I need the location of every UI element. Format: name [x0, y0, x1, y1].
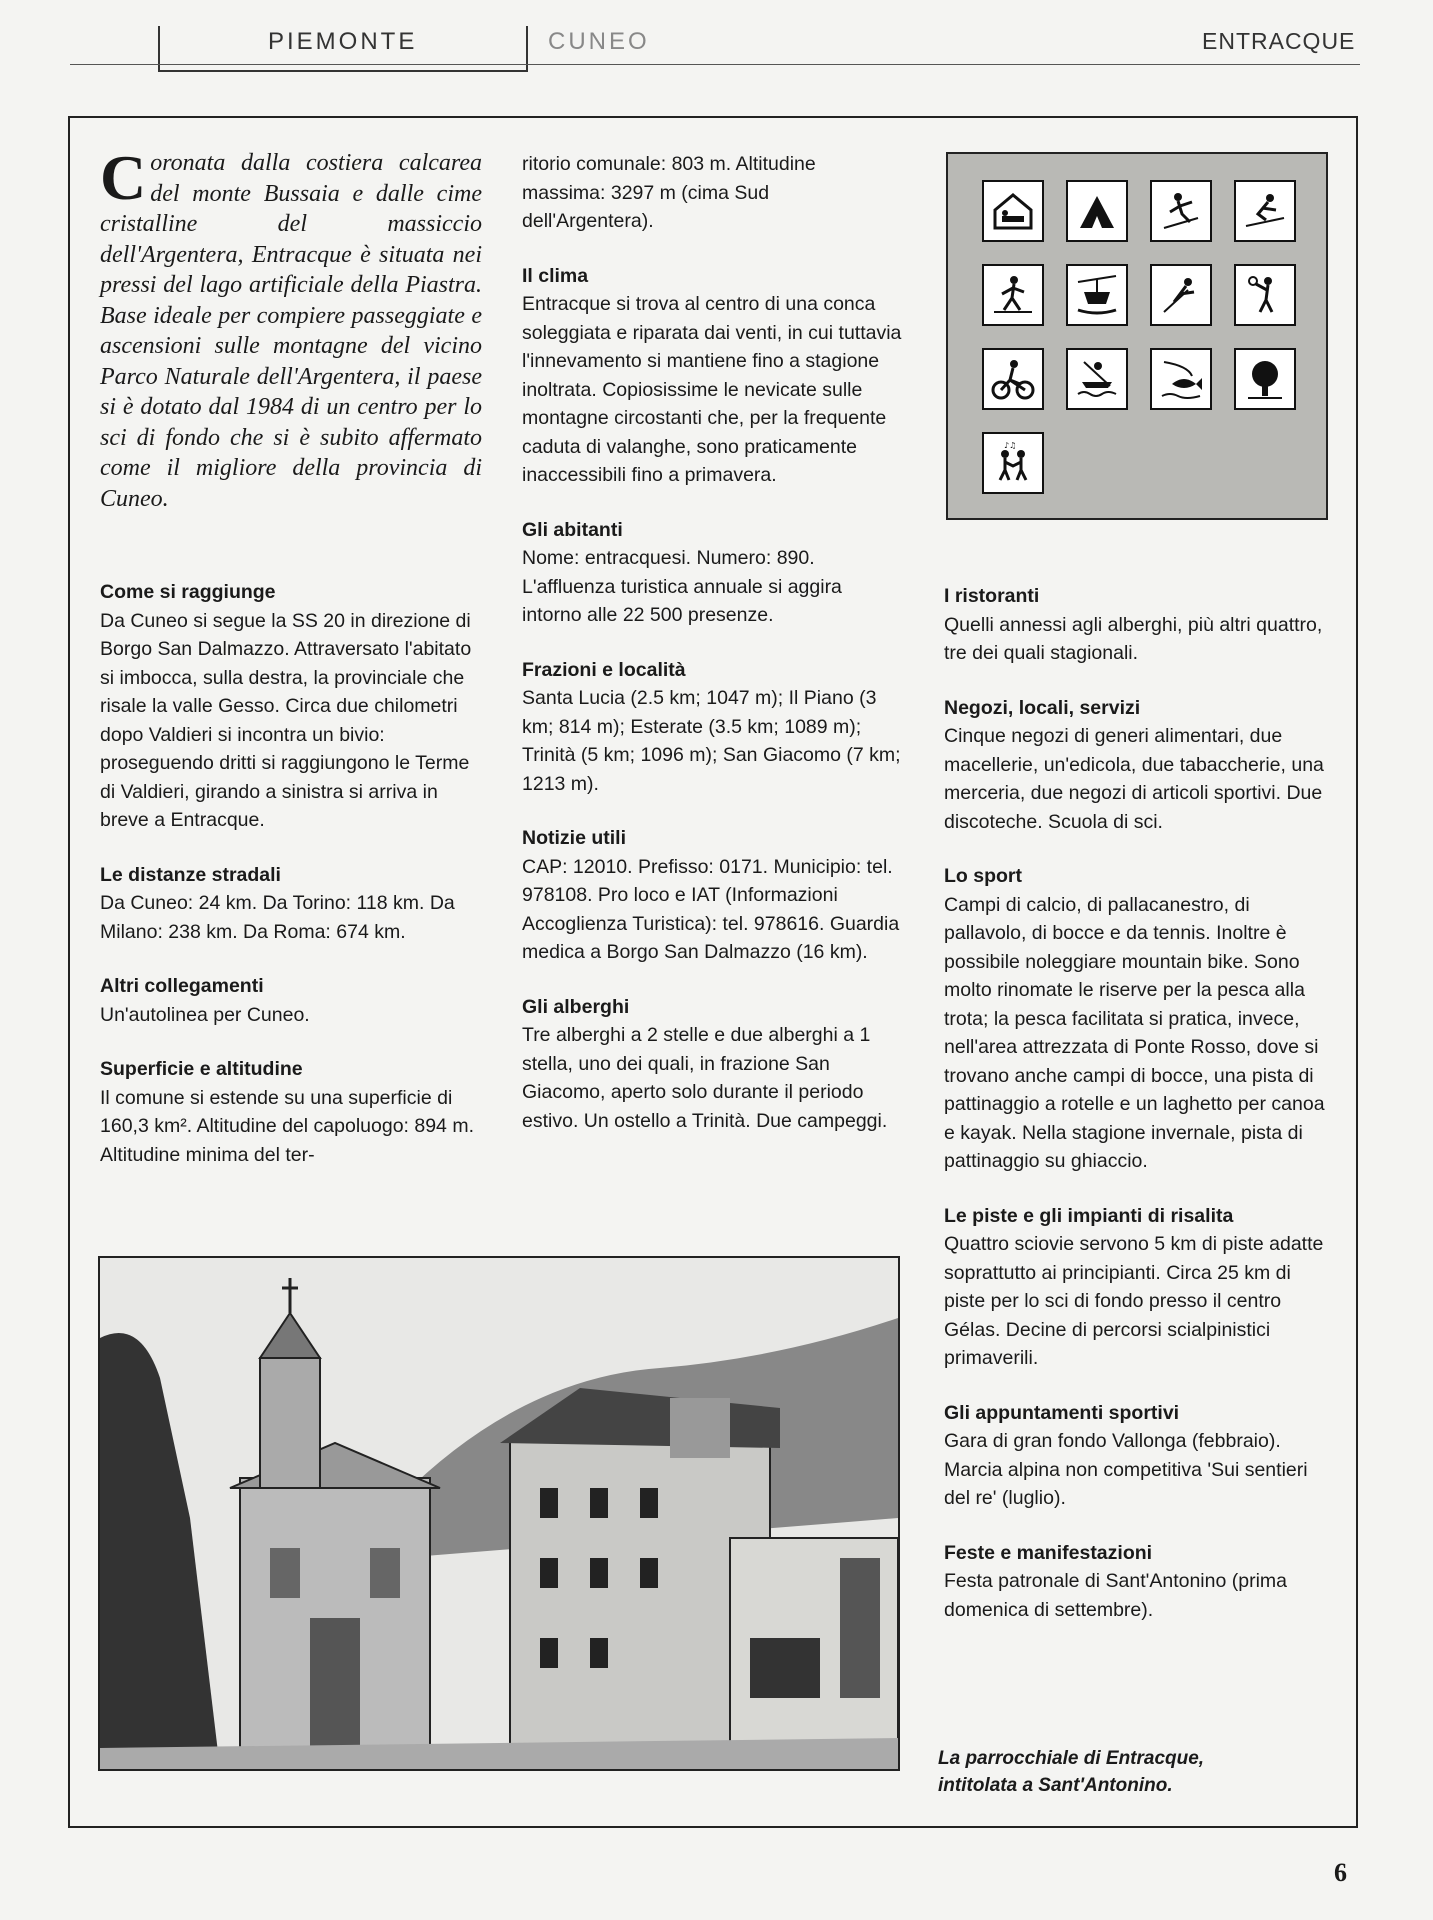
- header-region: PIEMONTE: [268, 28, 418, 55]
- section-title: Negozi, locali, servizi: [944, 696, 1141, 719]
- page-number: 6: [1334, 1858, 1347, 1887]
- section-body: Festa patronale di Sant'Antonino (prima domenica di settembre).: [944, 1570, 1288, 1621]
- column-3: [944, 582, 1326, 1650]
- section-body: Il comune si estende su una superficie di 160,3 km². Altitudine del capoluogo: 894 m. Altitudine minima del ter-: [100, 1086, 474, 1166]
- header-town: ENTRACQUE: [1202, 28, 1356, 54]
- caption-line-2: intitolata a Sant'Antonino.: [938, 1775, 1173, 1796]
- section-body: Santa Lucia (2.5 km; 1047 m); Il Piano (3 km; 814 m); Esterate (3.5 km; 1089 m); Trinità (5 km; 1096 m); San Giacomo (7 km; 1213 m).: [522, 687, 901, 795]
- drop-cap: C: [100, 142, 147, 213]
- tennis-icon: [1234, 264, 1296, 326]
- section-ristoranti: [944, 582, 1326, 668]
- mountain-bike-icon: [982, 348, 1044, 410]
- section-body: Tre alberghi a 2 stelle e due alberghi a 1 stella, uno dei quali, in frazione San Giacomo, aperto solo durante il periodo estivo. Un ostello a Trinità. Due campeggi.: [522, 1024, 888, 1132]
- section-title: Feste e manifestazioni: [944, 1541, 1153, 1564]
- ski-jump-icon: [1150, 264, 1212, 326]
- section-body: ritorio comunale: 803 m. Altitudine massima: 3297 m (cima Sud dell'Argentera).: [522, 153, 816, 232]
- section-title: Gli abitanti: [522, 518, 623, 541]
- downhill-ski-icon: [1150, 180, 1212, 242]
- section-feste: [944, 1539, 1326, 1625]
- section-body: Quelli annessi agli alberghi, più altri quattro, tre dei quali stagionali.: [944, 613, 1323, 664]
- section-collegamenti: [100, 972, 480, 1029]
- caption-line-1: La parrocchiale di Entracque,: [938, 1748, 1205, 1769]
- section-title: Il clima: [522, 264, 589, 287]
- column-2: [522, 150, 904, 1161]
- section-clima: [522, 262, 904, 490]
- intro-paragraph: [100, 142, 482, 514]
- section-title: Le piste e gli impianti di risalita: [944, 1204, 1234, 1227]
- section-title: Le distanze stradali: [100, 863, 281, 886]
- section-body: Entracque si trova al centro di una conca soleggiata e riparata dai venti, in cui tuttavia l'innevamento si mantiene fino a stagione inoltrata. Copiosissime le nevicate sulle montagne circostanti che, per la frequente caduta di valanghe, sono praticamente inaccessibili fino a primavera.: [522, 293, 902, 486]
- section-body: Da Cuneo si segue la SS 20 in direzione di Borgo San Dalmazzo. Attraversato l'abitato si imbocca, sulla destra, la provinciale che risale la valle Gesso. Circa due chilometri dopo Valdieri si incontra un bivio: proseguendo dritti si raggiungono le Terme di Valdieri, girando a sinistra si arriva in breve a Entracque.: [100, 609, 472, 831]
- section-sport: [944, 862, 1326, 1176]
- svg-text:♪♫: ♪♫: [1004, 441, 1017, 450]
- section-come-si-raggiunge: [100, 578, 480, 835]
- section-appuntamenti: [944, 1399, 1326, 1513]
- section-title: Gli appuntamenti sportivi: [944, 1401, 1180, 1424]
- section-negozi: [944, 694, 1326, 837]
- section-title: Come si raggiunge: [100, 581, 276, 603]
- section-notizie-utili: [522, 824, 904, 967]
- section-body: Da Cuneo: 24 km. Da Torino: 118 km. Da Milano: 238 km. Da Roma: 674 km.: [100, 892, 455, 943]
- section-body: Cinque negozi di generi alimentari, due macellerie, un'edicola, due tabaccherie, una merceria, due negozi di articoli sportivi. Due discoteche. Scuola di sci.: [944, 725, 1324, 833]
- header-tab-bottom-rule: [158, 70, 528, 72]
- fishing-icon: [1150, 348, 1212, 410]
- header-province: CUNEO: [548, 28, 650, 55]
- section-piste: [944, 1202, 1326, 1373]
- facilities-icons-panel: [946, 152, 1328, 520]
- folk-dance-icon: [982, 432, 1044, 494]
- section-title: Lo sport: [944, 865, 1022, 887]
- cross-country-ski-icon: [982, 264, 1044, 326]
- hotel-icon: [982, 180, 1044, 242]
- section-body: Gara di gran fondo Vallonga (febbraio). Marcia alpina non competitiva 'Sui sentieri del re' (luglio).: [944, 1430, 1308, 1509]
- section-body: Quattro sciovie servono 5 km di piste adatte soprattutto ai principianti. Circa 25 km di piste per lo sci di fondo presso il centro Gélas. Decine di percorsi scialpinistici primaverili.: [944, 1233, 1324, 1369]
- section-body: Campi di calcio, di pallacanestro, di pallavolo, di bocce e da tennis. Inoltre è possibile noleggiare mountain bike. Sono molto rinomate le riserve per la pesca alla trota; la pesca facilitata si pratica, invece, nell'area attrezzata di Ponte Rosso, dove si trovano anche campi di bocce, una pista di pattinaggio a rotelle e un laghetto per canoa e kayak. Nella stagione invernale, pista di pattinaggio su ghiaccio.: [944, 893, 1325, 1172]
- section-abitanti: [522, 516, 904, 630]
- section-title: Frazioni e località: [522, 658, 686, 681]
- section-title: Notizie utili: [522, 827, 626, 849]
- ski-lift-icon: [1066, 264, 1128, 326]
- intro-text: oronata dalla costiera calcarea del monte Bussaia e dalle cime cristalline del massiccio dell'Argentera, Entracque è situata nei pressi del lago artificiale della Piastra. Base ideale per compiere passeggiate e ascensioni sulle montagne del vicino Parco Naturale dell'Argentera, il paese si è dotato dal 1984 di un centro per lo sci di fondo che si è subito affermato come il migliore della provincia di Cuneo.: [100, 150, 482, 512]
- section-alberghi: [522, 993, 904, 1136]
- section-distanze: [100, 861, 480, 947]
- ski-racing-icon: [1234, 180, 1296, 242]
- photo-caption: [938, 1745, 1238, 1799]
- section-title: Superficie e altitudine: [100, 1058, 303, 1080]
- section-body: Un'autolinea per Cuneo.: [100, 1003, 310, 1026]
- section-title: Altri collegamenti: [100, 975, 264, 997]
- section-altitudine-cont: [522, 150, 904, 236]
- section-title: I ristoranti: [944, 585, 1040, 607]
- canoe-icon: [1066, 348, 1128, 410]
- park-tree-icon: [1234, 348, 1296, 410]
- church-photo: [98, 1256, 900, 1771]
- section-body: Nome: entracquesi. Numero: 890. L'affluenza turistica annuale si aggira intorno alle 22 500 presenze.: [522, 547, 842, 626]
- section-title: Gli alberghi: [522, 995, 630, 1018]
- section-superficie: [100, 1055, 480, 1169]
- section-frazioni: [522, 656, 904, 799]
- column-1: [100, 578, 480, 1195]
- section-body: CAP: 12010. Prefisso: 0171. Municipio: tel. 978108. Pro loco e IAT (Informazioni Accoglienza Turistica): tel. 978616. Guardia medica a Borgo San Dalmazzo (16 km).: [522, 855, 900, 963]
- header-rule: [70, 64, 1360, 65]
- camping-tent-icon: [1066, 180, 1128, 242]
